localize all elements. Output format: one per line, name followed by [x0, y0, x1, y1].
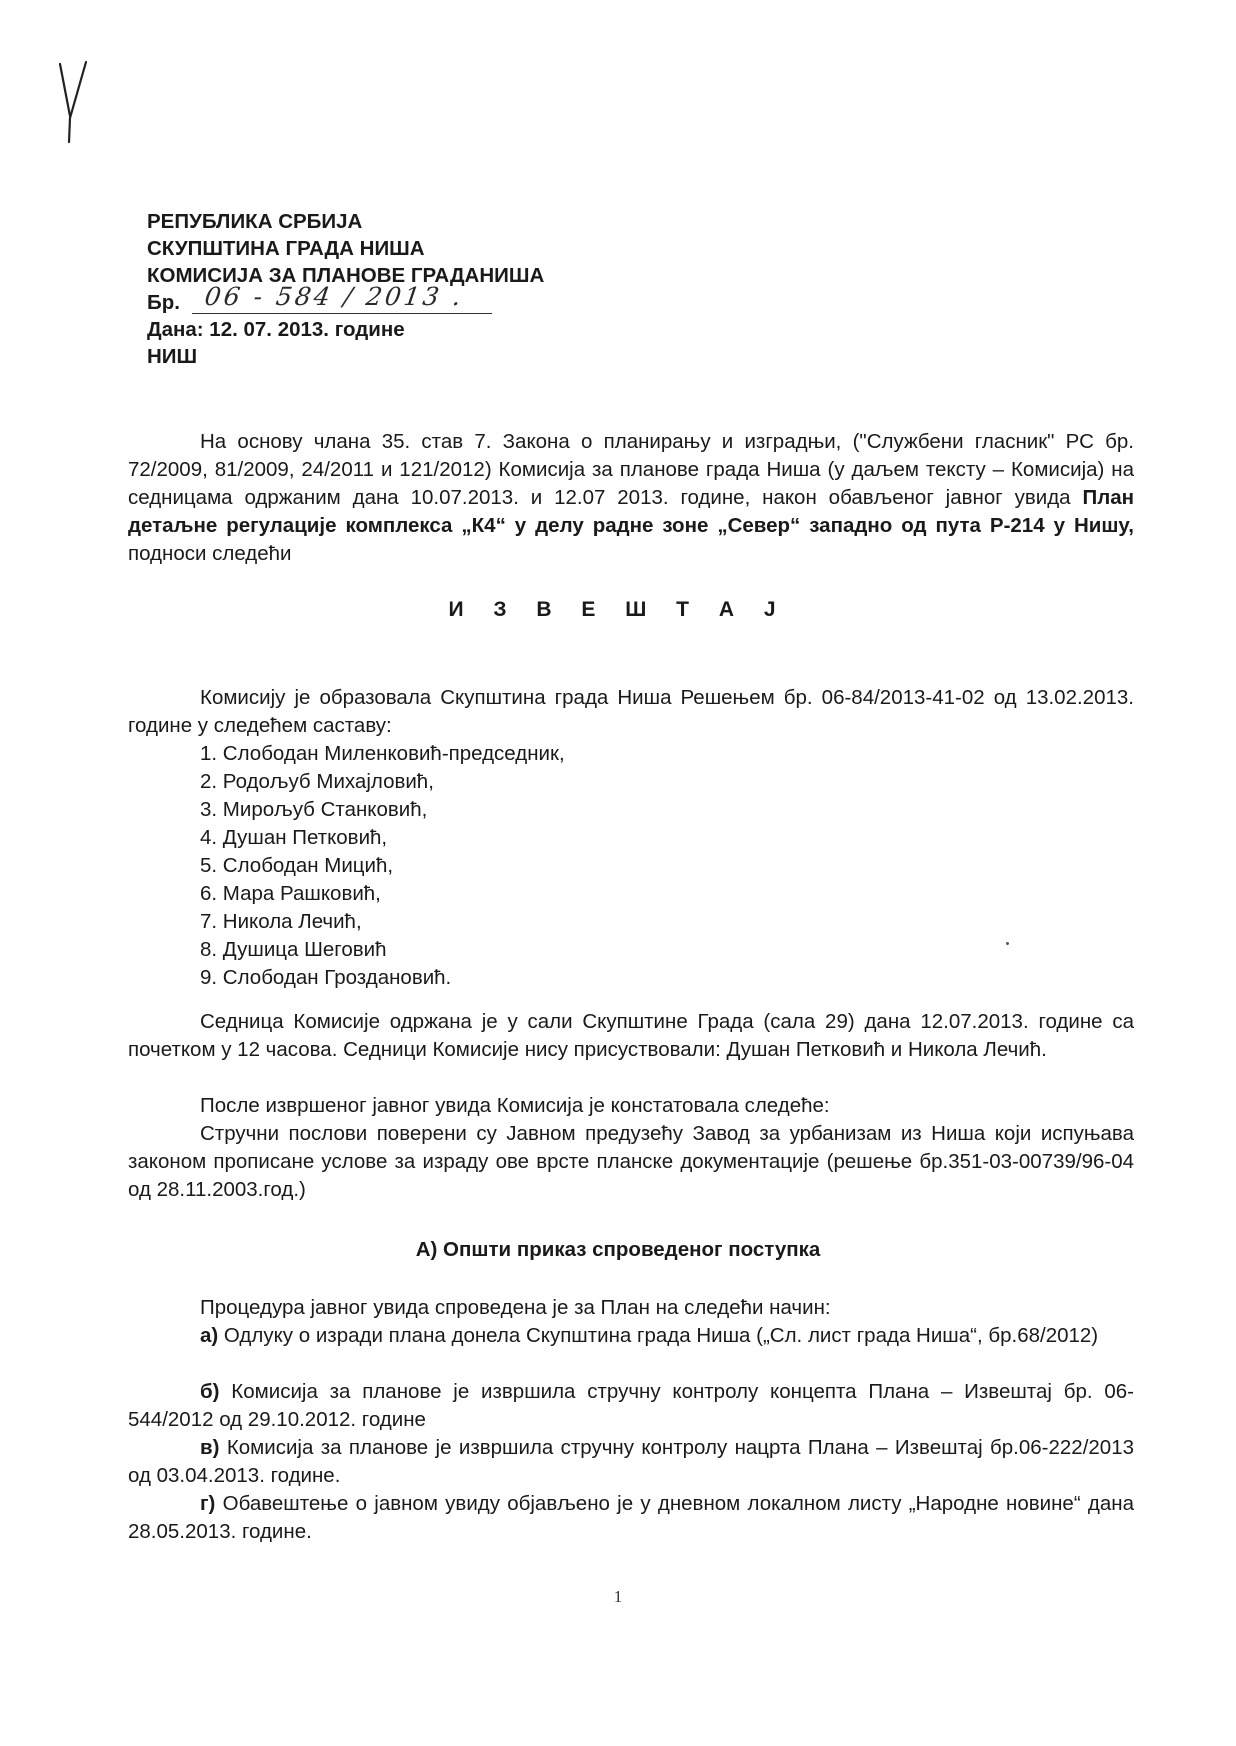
item-marker: г): [200, 1492, 216, 1515]
list-item: 3. Мирољуб Станковић,: [200, 798, 428, 821]
item-text: Комисија за планове је извршила стручну контролу нацрта Плана – Извештај бр.06-222/2013 од 03.04.2013. године.: [128, 1436, 1134, 1487]
commission-formed-paragraph: Комисију је образовала Скупштина града Ниша Решењем бр. 06-84/2013-41-02 од 13.02.2013. године у следећем саставу:: [128, 686, 1134, 737]
section-a-title: А) Општи приказ спроведеног поступка: [415, 1238, 821, 1261]
header-date: Дана: 12. 07. 2013. године: [147, 318, 405, 341]
header-assembly: СКУПШТИНА ГРАДА НИША: [147, 237, 425, 260]
list-item: 5. Слободан Мицић,: [200, 854, 394, 877]
list-item: 8. Душица Шеговић: [200, 938, 387, 961]
expert-work-paragraph: Стручни послови поверени су Јавном предузећу Завод за урбанизам из Ниша који испуњава законом прописане услове за израду ове врсте планске документације (решење бр.351-03-00739/96-04 од 28.11.2003.год.): [128, 1122, 1134, 1201]
header-country: РЕПУБЛИКА СРБИЈА: [147, 210, 363, 233]
item-marker: б): [200, 1380, 220, 1403]
page-number: 1: [613, 1587, 623, 1606]
list-item: 9. Слободан Гроздановић.: [200, 966, 452, 989]
session-paragraph: Седница Комисије одржана је у сали Скупштине Града (сала 29) дана 12.07.2013. године са почетком у 12 часова. Седници Комисије нису присуствовали: Душан Петковић и Никола Лечић.: [128, 1010, 1134, 1061]
document-number-handwritten: 06 - 584 / 2013 .: [202, 282, 466, 311]
list-item: 4. Душан Петковић,: [200, 826, 388, 849]
list-item: 7. Никола Лечић,: [200, 910, 362, 933]
item-marker: а): [200, 1324, 219, 1347]
report-title: И З В Е Ш Т А Ј: [448, 598, 788, 621]
intro-text-end: подноси следећи: [128, 542, 292, 565]
procedure-item-v: [128, 1434, 1134, 1490]
list-item: 2. Родољуб Михајловић,: [200, 770, 434, 793]
scan-speck: [1006, 942, 1009, 945]
document-number-row: [147, 282, 544, 316]
item-text: Обавештење о јавном увиду објављено је у дневном локалном листу „Народне новине“ дана 28.05.2013. године.: [128, 1492, 1134, 1543]
after-review-paragraph: После извршеног јавног увида Комисија је констатовала следеће:: [200, 1094, 830, 1117]
document-header: [147, 208, 544, 370]
intro-plan-name: План детаљне регулације комплекса „К4“ у делу радне зоне „Север“ западно од пута Р-214 у Нишу,: [128, 486, 1134, 537]
list-item: 6. Мара Рашковић,: [200, 882, 381, 905]
intro-text: На основу члана 35. став 7. Закона о планирању и изградњи, ("Службени гласник" РС бр. 72/2009, 81/2009, 24/2011 и 121/2012) Комисија за планове града Ниша (у даљем тексту – Комисија) на седницама одржаним дана 10.07.2013. и 12.07 2013. године, након обављеног јавног увида: [128, 430, 1134, 509]
procedure-item-g: [128, 1490, 1134, 1546]
list-item: 1. Слободан Миленковић-председник,: [200, 742, 565, 765]
procedure-intro: Процедура јавног увида спроведена је за План на следећи начин:: [200, 1296, 831, 1319]
handwritten-mark: [52, 58, 98, 144]
item-marker: в): [200, 1436, 220, 1459]
procedure-item-b: [128, 1378, 1134, 1434]
commission-members-list: [200, 740, 565, 992]
header-commission: КОМИСИЈА ЗА ПЛАНОВЕ ГРАДАНИША: [147, 264, 545, 287]
procedure-item-a: [128, 1322, 1134, 1350]
item-text: Одлуку о изради плана донела Скупштина града Ниша („Сл. лист града Ниша“, бр.68/2012): [218, 1324, 1099, 1347]
item-text: Комисија за планове је извршила стручну контролу концепта Плана – Извештај бр. 06-544/2012 од 29.10.2012. године: [128, 1380, 1134, 1431]
document-number-label: Бр.: [147, 291, 180, 314]
header-city: НИШ: [147, 345, 198, 368]
intro-paragraph: [128, 428, 1134, 568]
